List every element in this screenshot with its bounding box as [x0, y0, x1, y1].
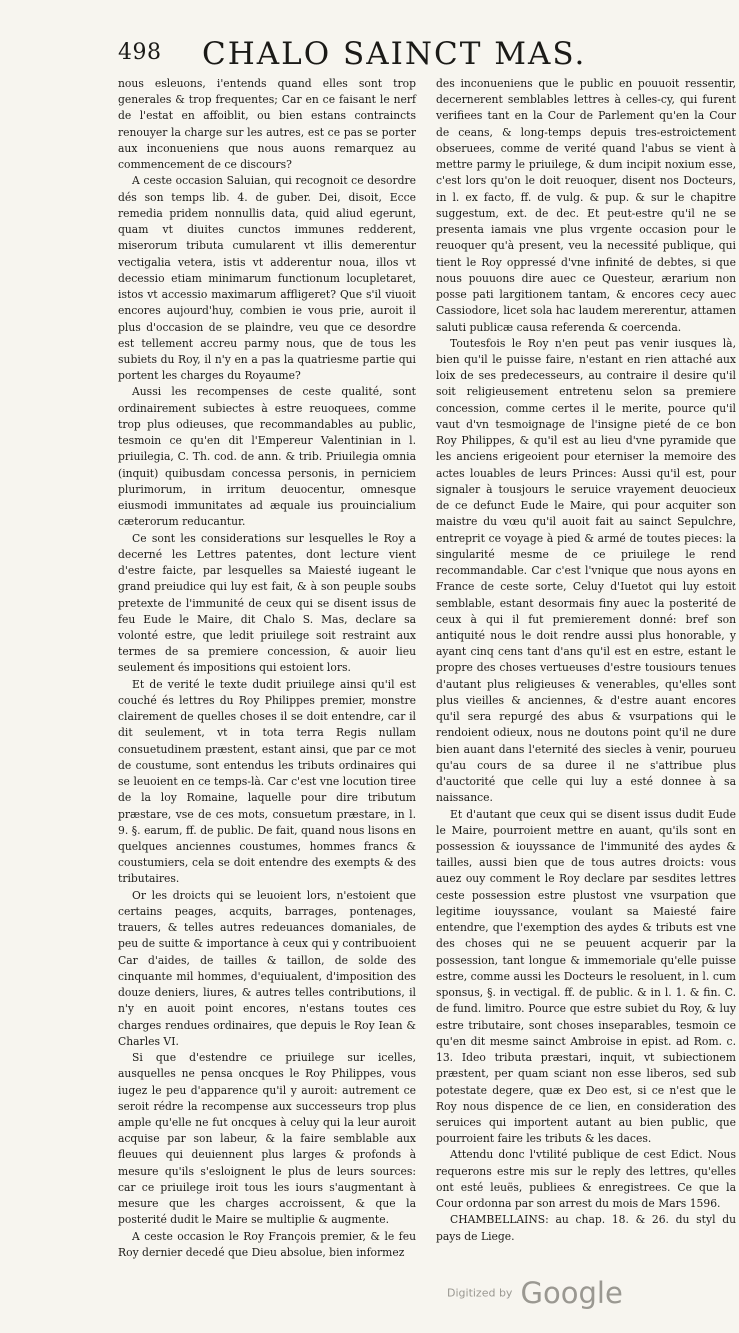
paragraph: A ceste occasion Saluian, qui recognoit ce desordre dés son temps lib. 4. de guber. Dei, disoit, Ecce remedia pridem nonnullis data, quid aliud egerunt, quam vt diuites cunctos immunes redderent, miserorum tributa cumularent vt illis demerentur vectigalia vetera, istis vt adderentur noua, illos vt decessio etiam minimarum functionum locupletaret, istos vt accessio maximarum affligeret? Que s'il viuoit encores aujourd'huy, combien ie vous prie, auroit il plus d'occasion de se plaindre, veu que ce desordre est tellement accreu parmy nous, que de tous les subiets du Roy, il n'y en a pas la quatriesme partie qui portent les charges du Royaume?: [118, 174, 416, 383]
right-column: [436, 76, 736, 1245]
paragraph: Or les droicts qui se leuoient lors, n'estoient que certains peages, acquits, barrages, pontenages, trauers, & telles autres redeuances domaniales, de peu de suitte & importance à ceux qui y contribuoient Car d'aides, de tailles & taillon, de solde des cinquante mil hommes, d'equiualent, d'imposition des douze deniers, liures, & autres telles contributions, il n'y en auoit point encores, n'estans toutes ces charges rendues ordinaires, que depuis le Roy Iean & Charles VI.: [118, 888, 416, 1048]
paragraph: des inconueniens que le public en pouuoit ressentir, decernerent semblables lettres à celles-cy, qui furent verifiees tant en la Cour de Parlement qu'en la Cour de ceans, & long-temps depuis tres-estroictement obseruees, comme de verité quand l'abus se vient à mettre parmy le priuilege, & dum incipit noxium esse, c'est lors qu'on le doit reuoquer, disent nos Docteurs, in l. ex facto, ff. de vulg. & pup. & sur le chapitre suggestum, ext. de dec. Et peut-estre qu'il ne se presenta iamais vne plus vrgente occasion pour le reuoquer qu'à present, veu la necessité publique, qui tient le Roy oppressé d'vne infinité de debtes, si que nous pouuons dire auec ce Questeur, ærarium non posse pati largitionem tantam, & encores cecy auec Cassiodore, licet sola hac laudem mererentur, attamen saluti publicæ causa referenda & coercenda.: [436, 77, 736, 334]
paragraph: Et d'autant que ceux qui se disent issus dudit Eude le Maire, pourroient mettre en auant, qu'ils sont en possession & iouyssance de l'immunité des aydes & tailles, aussi bien que de tous autres droicts: vous auez ouy comment le Roy declare par sesdites lettres ceste possession estre plustost vne vsurpation que legitime iouyssance, voulant sa Maiesté faire entendre, que l'exemption des aydes & tributs est vne des choses qui ne se peuuent acquerir par la possession, tant longue & immemoriale qu'elle puisse estre, comme aussi les Docteurs le resoluent, in l. cum sponsus, §. in vectigal. ff. de public. & in l. 1. & fin. C. de fund. limitro. Pource que estre subiet du Roy, & luy estre tributaire, sont choses inseparables, tesmoin ce qu'en dit mesme sainct Ambroise in epist. ad Rom. c. 13. Ideo tributa præstari, inquit, vt subiectionem præstent, per quam sciant non esse liberos, sed sub potestate degere, quæ ex Deo est, si ce n'est que le Roy nous dispence de ce lien, en consideration des seruices qui importent autant au bien public, que pourroient faire les tributs & les daces.: [436, 807, 736, 1146]
paragraph: Si que d'estendre ce priuilege sur icelles, ausquelles ne pensa oncques le Roy Philippes, vous iugez le peu d'apparence qu'il y auroit: autrement ce seroit rédre la recompense aux successeurs trop plus ample qu'elle ne fut oncques à celuy qui la leur auroit acquise par son labeur, & la faire semblable aux fleuues qui deuiennent plus larges & profonds à mesure qu'ils s'esloignent le plus de leurs sources: car ce priuilege iroit tous les iours s'augmentant à mesure que les charges accroissent, & que la posterité dudit le Maire se multiplie & augmente.: [118, 1051, 416, 1227]
running-title: CHALO SAINCT MAS.: [202, 36, 587, 72]
digitization-watermark: [447, 1276, 623, 1310]
paragraph: Et de verité le texte dudit priuilege ainsi qu'il est couché és lettres du Roy Philippes premier, monstre clairement de quelles choses il se doit entendre, car il dit seulement, vt in tota terra Regis nullam consuetudinem præstent, estant ainsi, que par ce mot de coustume, sont entendus les tributs ordinaires qui se leuoient en ce temps-là. Car c'est vne locution tiree de la loy Romaine, laquelle pour dire tributum præstare, vse de ces mots, consuetum præstare, in l. 9. §. earum, ff. de public. De fait, quand nous lisons en quelques anciennes coustumes, hommes francs & coustumiers, cela se doit entendre des exempts & des tributaires.: [118, 677, 416, 886]
page-number: 498: [118, 40, 162, 65]
digitized-by-label: Digitized by: [447, 1286, 513, 1300]
paragraph: Attendu donc l'vtilité publique de cest Edict. Nous requerons estre mis sur le reply des lettres, qu'elles ont esté leuës, publiees & enregistrees. Ce que la Cour ordonna par son arrest du mois de Mars 1596.: [436, 1148, 736, 1211]
left-column: [118, 76, 416, 1261]
paragraph: Ce sont les considerations sur lesquelles le Roy a decerné les Lettres patentes, dont lecture vient d'estre faicte, par lesquelles sa Maiesté iugeant le grand preiudice qui luy est fait, & à son peuple soubs pretexte de l'immunité de ceux qui se disent issus de feu Eude le Maire, dit Chalo S. Mas, declare sa volonté estre, que ledit priuilege soit restraint aux termes de sa premiere concession, & auoir lieu seulement és impositions qui estoient lors.: [118, 531, 416, 675]
paragraph: Aussi les recompenses de ceste qualité, sont ordinairement subiectes à estre reuoquees, comme trop plus odieuses, que recommandables au public, tesmoin ce qu'en dit l'Empereur Valentinian in l. priuilegia, C. Th. cod. de ann. & trib. Priuilegia omnia (inquit) quibusdam concessa personis, in perniciem plurimorum, in irritum deuocentur, omnesque eiusmodi immunitates ad æquale ius prouincialium cæterorum reducantur.: [118, 385, 416, 529]
paragraph: CHAMBELLAINS: au chap. 18. & 26. du styl du pays de Liege.: [436, 1213, 736, 1243]
google-logo: Google: [520, 1276, 623, 1310]
paragraph: nous esleuons, i'entends quand elles sont trop generales & trop frequentes; Car en ce faisant le nerf de l'estat en affoiblit, ou bien estans contraincts renouyer la charge sur les autres, est ce pas se porter aux inconueniens que nous auons remarquez au commencement de ce discours?: [118, 77, 416, 172]
paragraph: Toutesfois le Roy n'en peut pas venir iusques là, bien qu'il le puisse faire, n'estant en rien attaché aux loix de ses predecesseurs, au contraire il desire qu'il soit religieusement entretenu selon sa premiere concession, comme certes il le merite, pource qu'il vaut d'vn tesmoignage de l'insigne pieté de ce bon Roy Philippes, & qu'il est au lieu d'vne pyramide que les anciens erigeoient pour eterniser la memoire des actes louables de leurs Princes: Aussi qu'il est, pour signaler à tousjours le seruice vrayement deuocieux de ce defunct Eude le Maire, qui pour acquiter son maistre du vœu qu'il auoit fait au sainct Sepulchre, entreprit ce voyage à pied & armé de toutes pieces: la singularité mesme de ce priuilege le rend recommandable. Car c'est l'vnique que nous ayons en France de ceste sorte, Celuy d'Iuetot qui luy estoit semblable, estant desormais finy auec la posterité de ceux à qui il fut premierement donné: bref son antiquité nous le doit rendre aussi plus honorable, y ayant cinq cens tant d'ans qu'il est en estre, estant le propre des choses vertueuses d'estre tousiours tenues d'autant plus religieuses & venerables, qu'elles sont plus vieilles & anciennes, & d'estre auant encores qu'il sera repurgé des abus & vsurpations qui le rendoient odieux, nous ne doutons point qu'il ne dure bien auant dans l'eternité des siecles à venir, pourueu qu'au cours de sa duree il ne s'attribue plus d'auctorité que celle qui luy a esté donnee à sa naissance.: [436, 336, 736, 805]
paragraph: A ceste occasion le Roy François premier, & le feu Roy dernier decedé que Dieu absolue, bien informez: [118, 1229, 416, 1259]
